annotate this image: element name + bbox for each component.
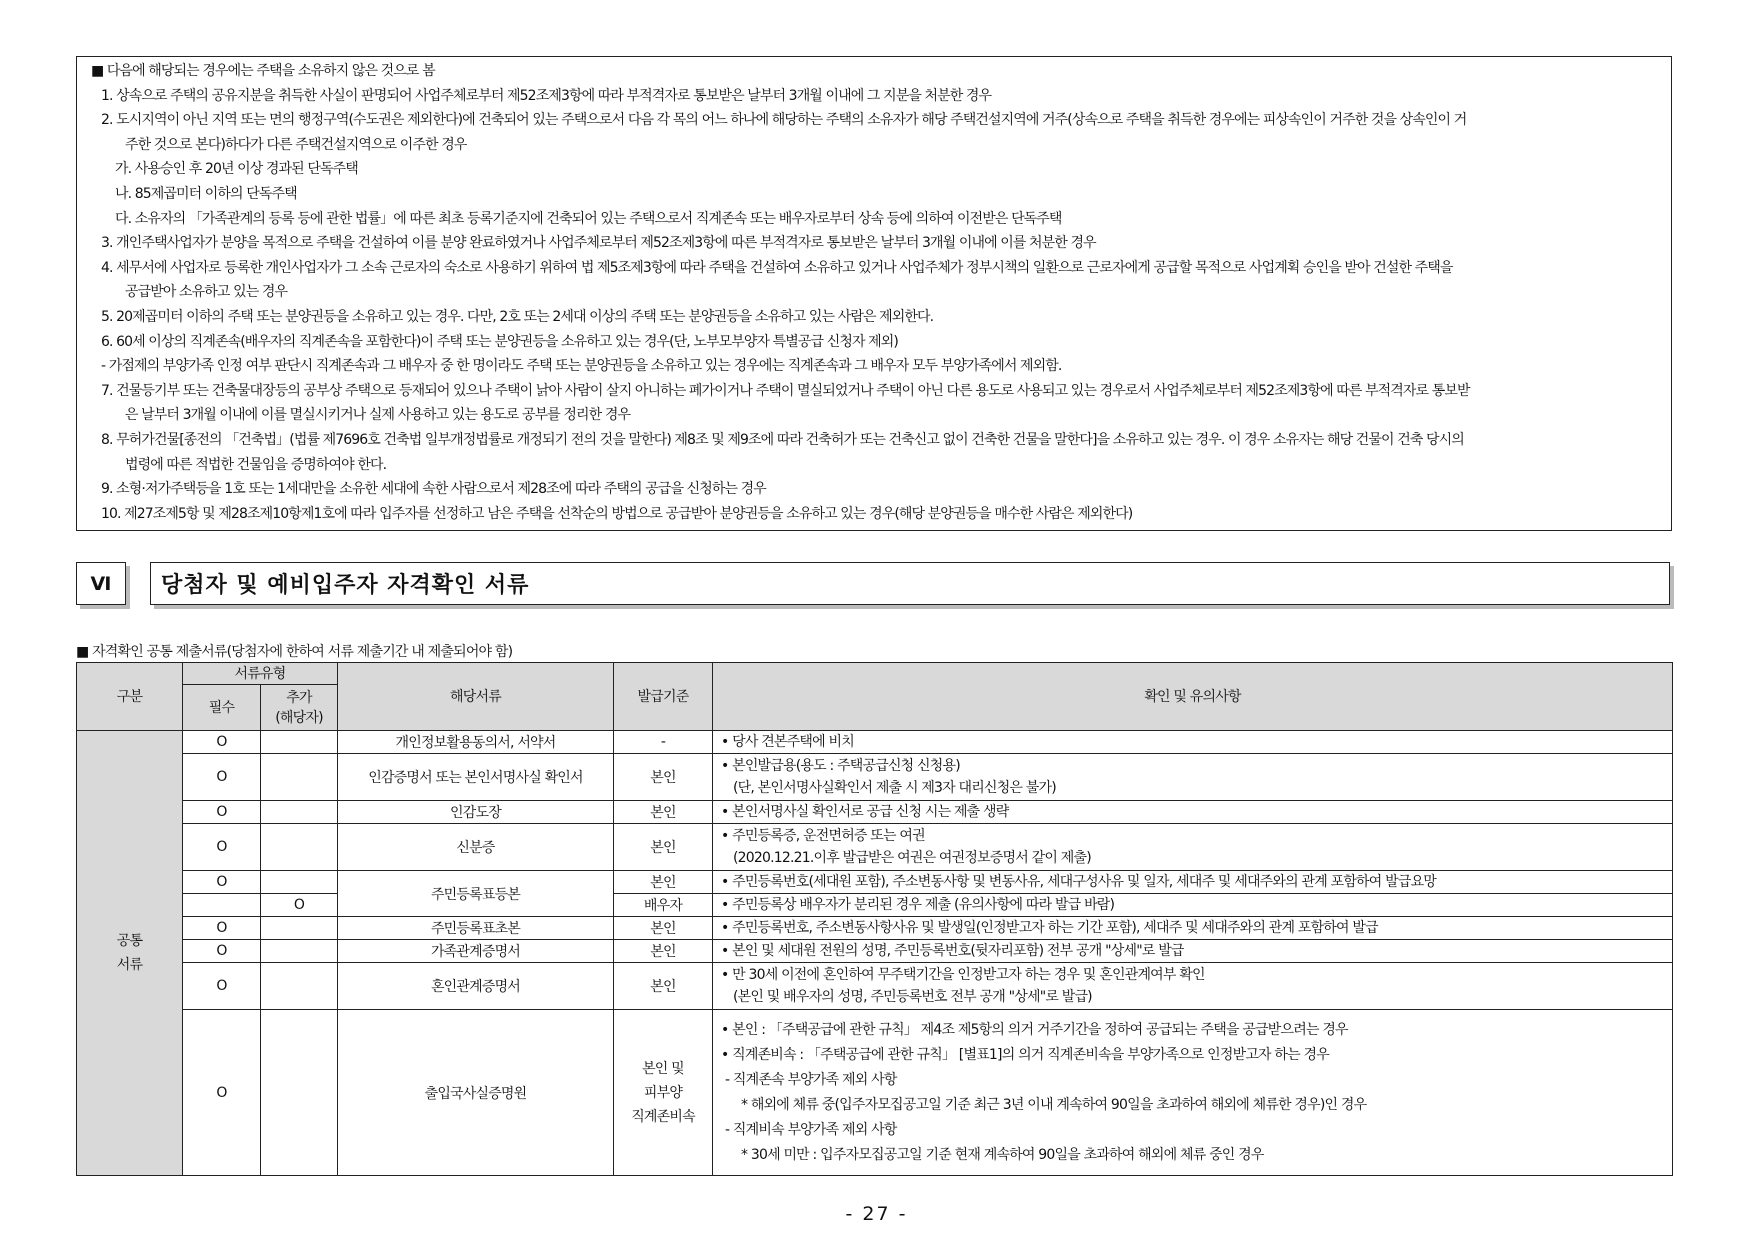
required-mark: O: [183, 801, 261, 824]
note-item-cont: 주한 것으로 본다)하다가 다른 주택건설지역으로 이주한 경우: [125, 136, 467, 153]
issuer-cell: [614, 1010, 713, 1176]
document-name: 주민등록표등본: [338, 871, 614, 917]
note-heading: ■ 다음에 해당되는 경우에는 주택을 소유하지 않은 것으로 봄: [91, 63, 435, 79]
issuer: 본인: [614, 824, 713, 871]
note-text: • 본인발급용(용도 : 주택공급신청 신청용): [721, 758, 960, 774]
notes-cell: [713, 824, 1673, 871]
note-item: 4. 세무서에 사업자로 등록한 개인사업자가 그 소속 근로자의 숙소로 사용하기 위하여 법 제5조제3항에 따라 주택을 건설하여 소유하고 있거나 사업주체가 정부시책의 일환으로 근로자에게 공급할 목적으로 사업계획 승인을 받아 건설한 주택을: [101, 259, 1453, 276]
issuer: 본인 및: [642, 1060, 684, 1077]
note-item-cont: 법령에 따른 적법한 건물임을 증명하여야 한다.: [125, 456, 387, 473]
note-subitem: 다. 소유자의 「가족관계의 등록 등에 관한 법률」에 따른 최초 등록기준지에 건축되어 있는 주택으로서 직계존속 또는 배우자로부터 상속 등에 의하여 이전받은 단독주택: [115, 210, 1062, 227]
table-row: [77, 731, 1673, 754]
notes-cell: [713, 754, 1673, 801]
additional-mark: [261, 963, 338, 1010]
note-text: (2020.12.21.이후 발급받은 여권은 여권정보증명서 같이 제출): [733, 850, 1091, 866]
required-mark: O: [183, 963, 261, 1010]
issuer: 배우자: [614, 894, 713, 917]
note-text: • 당사 견본주택에 비치: [721, 734, 854, 750]
document-name: 개인정보활용동의서, 서약서: [338, 731, 614, 754]
document-name: 인감증명서 또는 본인서명사실 확인서: [338, 754, 614, 801]
required-mark: O: [183, 824, 261, 871]
header-category: 구분: [77, 663, 183, 731]
note-item: 6. 60세 이상의 직계존속(배우자의 직계존속을 포함한다)이 주택 또는 분양권등을 소유하고 있는 경우(단, 노부모부양자 특별공급 신청자 제외): [101, 333, 898, 350]
note-subnote: - 가점제의 부양가족 인정 여부 판단시 직계존속과 그 배우자 중 한 명이라도 주택 또는 분양권등을 소유하고 있는 경우에는 직계존속과 그 배우자 모두 부양가족에서 제외함.: [101, 358, 1062, 375]
header-additional-label: 추가: [286, 689, 312, 706]
header-additional: [261, 685, 338, 731]
note-item-cont: 공급받아 소유하고 있는 경우: [125, 284, 288, 301]
category-label: 서류: [116, 957, 143, 973]
note-text: • 본인 및 세대원 전원의 성명, 주민등록번호(뒷자리포함) 전부 공개 "상세"로 발급: [721, 943, 1184, 959]
note-text: * 해외에 체류 중(입주자모집공고일 기준 최근 3년 이내 계속하여 90일을 초과하여 해외에 체류한 경우)인 경우: [741, 1096, 1367, 1113]
note-item: 5. 20제곱미터 이하의 주택 또는 분양권등을 소유하고 있는 경우. 다만, 2호 또는 2세대 이상의 주택 또는 분양권등을 소유하고 있는 사람은 제외한다.: [101, 308, 934, 325]
notes-cell: [713, 894, 1673, 917]
additional-mark: [261, 871, 338, 894]
table-row: [77, 917, 1673, 940]
issuer: 본인: [614, 754, 713, 801]
issuer: -: [614, 731, 713, 754]
required-mark: O: [183, 754, 261, 801]
header-required: 필수: [183, 685, 261, 731]
additional-mark: [261, 731, 338, 754]
note-text: (본인 및 배우자의 성명, 주민등록번호 전부 공개 "상세"로 발급): [733, 989, 1092, 1005]
issuer: 본인: [614, 801, 713, 824]
note-subitem: 가. 사용승인 후 20년 이상 경과된 단독주택: [115, 161, 358, 178]
issuer: 본인: [614, 871, 713, 894]
note-text: (단, 본인서명사실확인서 제출 시 제3자 대리신청은 불가): [733, 780, 1056, 796]
header-doc-type: 서류유형: [183, 663, 338, 685]
notes-cell: [713, 871, 1673, 894]
notes-cell: [713, 1010, 1673, 1176]
note-item: 2. 도시지역이 아닌 지역 또는 면의 행정구역(수도권은 제외한다)에 건축되어 있는 주택으로서 다음 각 목의 어느 하나에 해당하는 주택의 소유자가 해당 주택건설지역에 거주(상속으로 주택을 취득한 경우에는 피상속인이 거주한 것을 상속인이 거: [101, 112, 1467, 129]
required-mark: O: [183, 917, 261, 940]
note-item: 3. 개인주택사업자가 분양을 목적으로 주택을 건설하여 이를 분양 완료하였거나 사업주체로부터 제52조제3항에 따른 부적격자로 통보받은 날부터 3개월 이내에 이를 처분한 경우: [101, 235, 1096, 252]
required-mark: O: [183, 1010, 261, 1176]
additional-mark: [261, 754, 338, 801]
exemption-note-box: [76, 56, 1672, 531]
document-name: 인감도장: [338, 801, 614, 824]
issuer: 피부양: [643, 1084, 683, 1101]
section-number: Ⅵ: [76, 562, 126, 605]
note-item: 7. 건물등기부 또는 건축물대장등의 공부상 주택으로 등재되어 있으나 주택이 낡아 사람이 살지 아니하는 폐가이거나 주택이 멸실되었거나 주택이 아닌 다른 용도로 사용되고 있는 경우로서 사업주체로부터 제52조제3항에 따른 부적격자로 통보받: [101, 382, 1470, 399]
note-text: * 30세 미만 : 입주자모집공고일 기준 현재 계속하여 90일을 초과하여 해외에 체류 중인 경우: [741, 1146, 1264, 1163]
additional-mark: [261, 940, 338, 963]
table-row: [77, 824, 1673, 871]
note-item: 10. 제27조제5항 및 제28조제10항제1호에 따라 입주자를 선정하고 남은 주택을 선착순의 방법으로 공급받아 분양권등을 소유하고 있는 경우(해당 분양권등을 매수한 사람은 제외한다): [101, 505, 1133, 522]
table-row: [77, 1010, 1673, 1176]
required-mark: O: [183, 731, 261, 754]
document-name: 신분증: [338, 824, 614, 871]
table-row: [77, 894, 1673, 917]
required-mark: O: [183, 940, 261, 963]
note-text: • 본인서명사실 확인서로 공급 신청 시는 제출 생략: [721, 804, 1009, 820]
section-title: 당첨자 및 예비입주자 자격확인 서류: [150, 562, 1670, 605]
note-subitem: 나. 85제곱미터 이하의 단독주택: [115, 185, 297, 202]
page-number: - 27 -: [845, 1203, 908, 1225]
header-notes: 확인 및 유의사항: [713, 663, 1673, 731]
note-text: • 주민등록번호, 주소변동사항사유 및 발생일(인정받고자 하는 기간 포함), 세대주 및 세대주와의 관계 포함하여 발급: [721, 920, 1378, 936]
required-mark: [183, 894, 261, 917]
notes-cell: [713, 917, 1673, 940]
note-item: 8. 무허가건물[종전의 「건축법」(법률 제7696호 건축법 일부개정법률로 개정되기 전의 것을 말한다) 제8조 및 제9조에 따라 건축허가 또는 건축신고 없이 건축한 건물을 말한다]을 소유하고 있는 경우. 이 경우 소유자는 해당 건물이 건축 당시의: [101, 431, 1464, 448]
notes-cell: [713, 940, 1673, 963]
notes-cell: [713, 731, 1673, 754]
note-text: • 만 30세 이전에 혼인하여 무주택기간을 인정받고자 하는 경우 및 혼인관계여부 확인: [721, 967, 1205, 983]
issuer: 본인: [614, 940, 713, 963]
note-text: • 주민등록상 배우자가 분리된 경우 제출 (유의사항에 따라 발급 바람): [721, 897, 1115, 913]
category-label: 공통: [116, 933, 143, 949]
header-issuer: 발급기준: [614, 663, 713, 731]
document-name: 가족관계증명서: [338, 940, 614, 963]
table-row: [77, 754, 1673, 801]
document-name: 혼인관계증명서: [338, 963, 614, 1010]
required-mark: O: [183, 871, 261, 894]
additional-mark: [261, 801, 338, 824]
note-item: 1. 상속으로 주택의 공유지분을 취득한 사실이 판명되어 사업주체로부터 제52조제3항에 따라 부적격자로 통보받은 날부터 3개월 이내에 그 지분을 처분한 경우: [101, 87, 992, 104]
header-document: 해당서류: [338, 663, 614, 731]
table-row: [77, 801, 1673, 824]
note-text: - 직계존속 부양가족 제외 사항: [725, 1071, 897, 1088]
additional-mark: [261, 917, 338, 940]
table-caption: ■ 자격확인 공통 제출서류(당첨자에 한하여 서류 제출기간 내 제출되어야 함): [76, 644, 513, 660]
issuer: 본인: [614, 917, 713, 940]
additional-mark: O: [261, 894, 338, 917]
note-text: • 직계존비속 : 「주택공급에 관한 규칙」 [별표1]의 의거 직계존비속을 부양가족으로 인정받고자 하는 경우: [721, 1046, 1329, 1063]
note-item: 9. 소형·저가주택등을 1호 또는 1세대만을 소유한 세대에 속한 사람으로서 제28조에 따라 주택의 공급을 신청하는 경우: [101, 481, 766, 498]
note-text: • 주민등록증, 운전면허증 또는 여권: [721, 828, 925, 844]
note-text: • 주민등록번호(세대원 포함), 주소변동사항 및 변동사유, 세대구성사유 및 일자, 세대주 및 세대주와의 관계 포함하여 발급요망: [721, 874, 1437, 890]
notes-cell: [713, 963, 1673, 1010]
issuer: 본인: [614, 963, 713, 1010]
additional-mark: [261, 824, 338, 871]
category-cell: [77, 731, 183, 1176]
note-text: - 직계비속 부양가족 제외 사항: [725, 1121, 897, 1138]
additional-mark: [261, 1010, 338, 1176]
document-name: 주민등록표초본: [338, 917, 614, 940]
header-additional-sub: (해당자): [275, 709, 323, 726]
table-row: [77, 871, 1673, 894]
notes-cell: [713, 801, 1673, 824]
document-name: 출입국사실증명원: [338, 1010, 614, 1176]
note-item-cont: 은 날부터 3개월 이내에 이를 멸실시키거나 실제 사용하고 있는 용도로 공부를 정리한 경우: [125, 407, 631, 424]
table-row: [77, 940, 1673, 963]
note-text: • 본인 : 「주택공급에 관한 규칙」 제4조 제5항의 의거 거주기간을 정하여 공급되는 주택을 공급받으려는 경우: [721, 1021, 1348, 1038]
documents-table: [76, 662, 1673, 1176]
table-row: [77, 963, 1673, 1010]
issuer: 직계존비속: [631, 1108, 695, 1125]
